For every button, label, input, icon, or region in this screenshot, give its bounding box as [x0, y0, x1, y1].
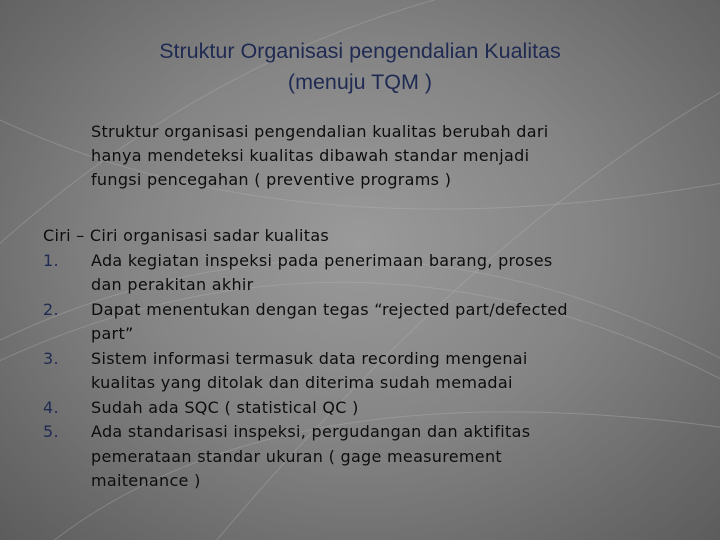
item-line: maitenance )	[91, 471, 201, 490]
item-number: 3.	[43, 348, 59, 368]
list-item	[43, 298, 703, 347]
item-line: pemerataan standar ukuran ( gage measurement	[91, 446, 502, 466]
intro-paragraph	[91, 120, 691, 192]
item-line: Sudah ada SQC ( statistical QC )	[91, 397, 359, 417]
slide-title	[60, 36, 660, 98]
item-line: Dapat menentukan dengan tegas “rejected part/defected	[91, 299, 568, 319]
item-line: part”	[91, 324, 134, 343]
item-line: Ada standarisasi inspeksi, pergudangan dan aktifitas	[91, 422, 531, 441]
intro-line: Struktur organisasi pengendalian kualitas berubah dari	[91, 122, 549, 141]
item-number: 2.	[43, 299, 59, 319]
intro-line: hanya mendeteksi kualitas dibawah standar menjadi	[91, 146, 530, 165]
list-item	[43, 396, 703, 421]
features-list	[43, 224, 703, 494]
item-line: Ada kegiatan inspeksi pada penerimaan barang, proses	[91, 250, 553, 270]
item-line: Sistem informasi termasuk data recording mengenai	[91, 348, 528, 368]
title-line: Struktur Organisasi pengendalian Kualitas	[159, 39, 561, 63]
item-number: 5.	[43, 422, 59, 441]
intro-line: fungsi pencegahan ( preventive programs )	[91, 170, 452, 189]
item-number: 1.	[43, 250, 59, 270]
list-item	[43, 347, 703, 396]
item-line: dan perakitan akhir	[91, 275, 254, 294]
item-line: kualitas yang ditolak dan diterima sudah memadai	[91, 373, 513, 392]
list-item	[43, 249, 703, 298]
item-number: 4.	[43, 397, 59, 417]
title-line: (menuju TQM )	[287, 70, 433, 94]
features-heading: Ciri – Ciri organisasi sadar kualitas	[43, 226, 330, 245]
list-item	[43, 420, 703, 494]
